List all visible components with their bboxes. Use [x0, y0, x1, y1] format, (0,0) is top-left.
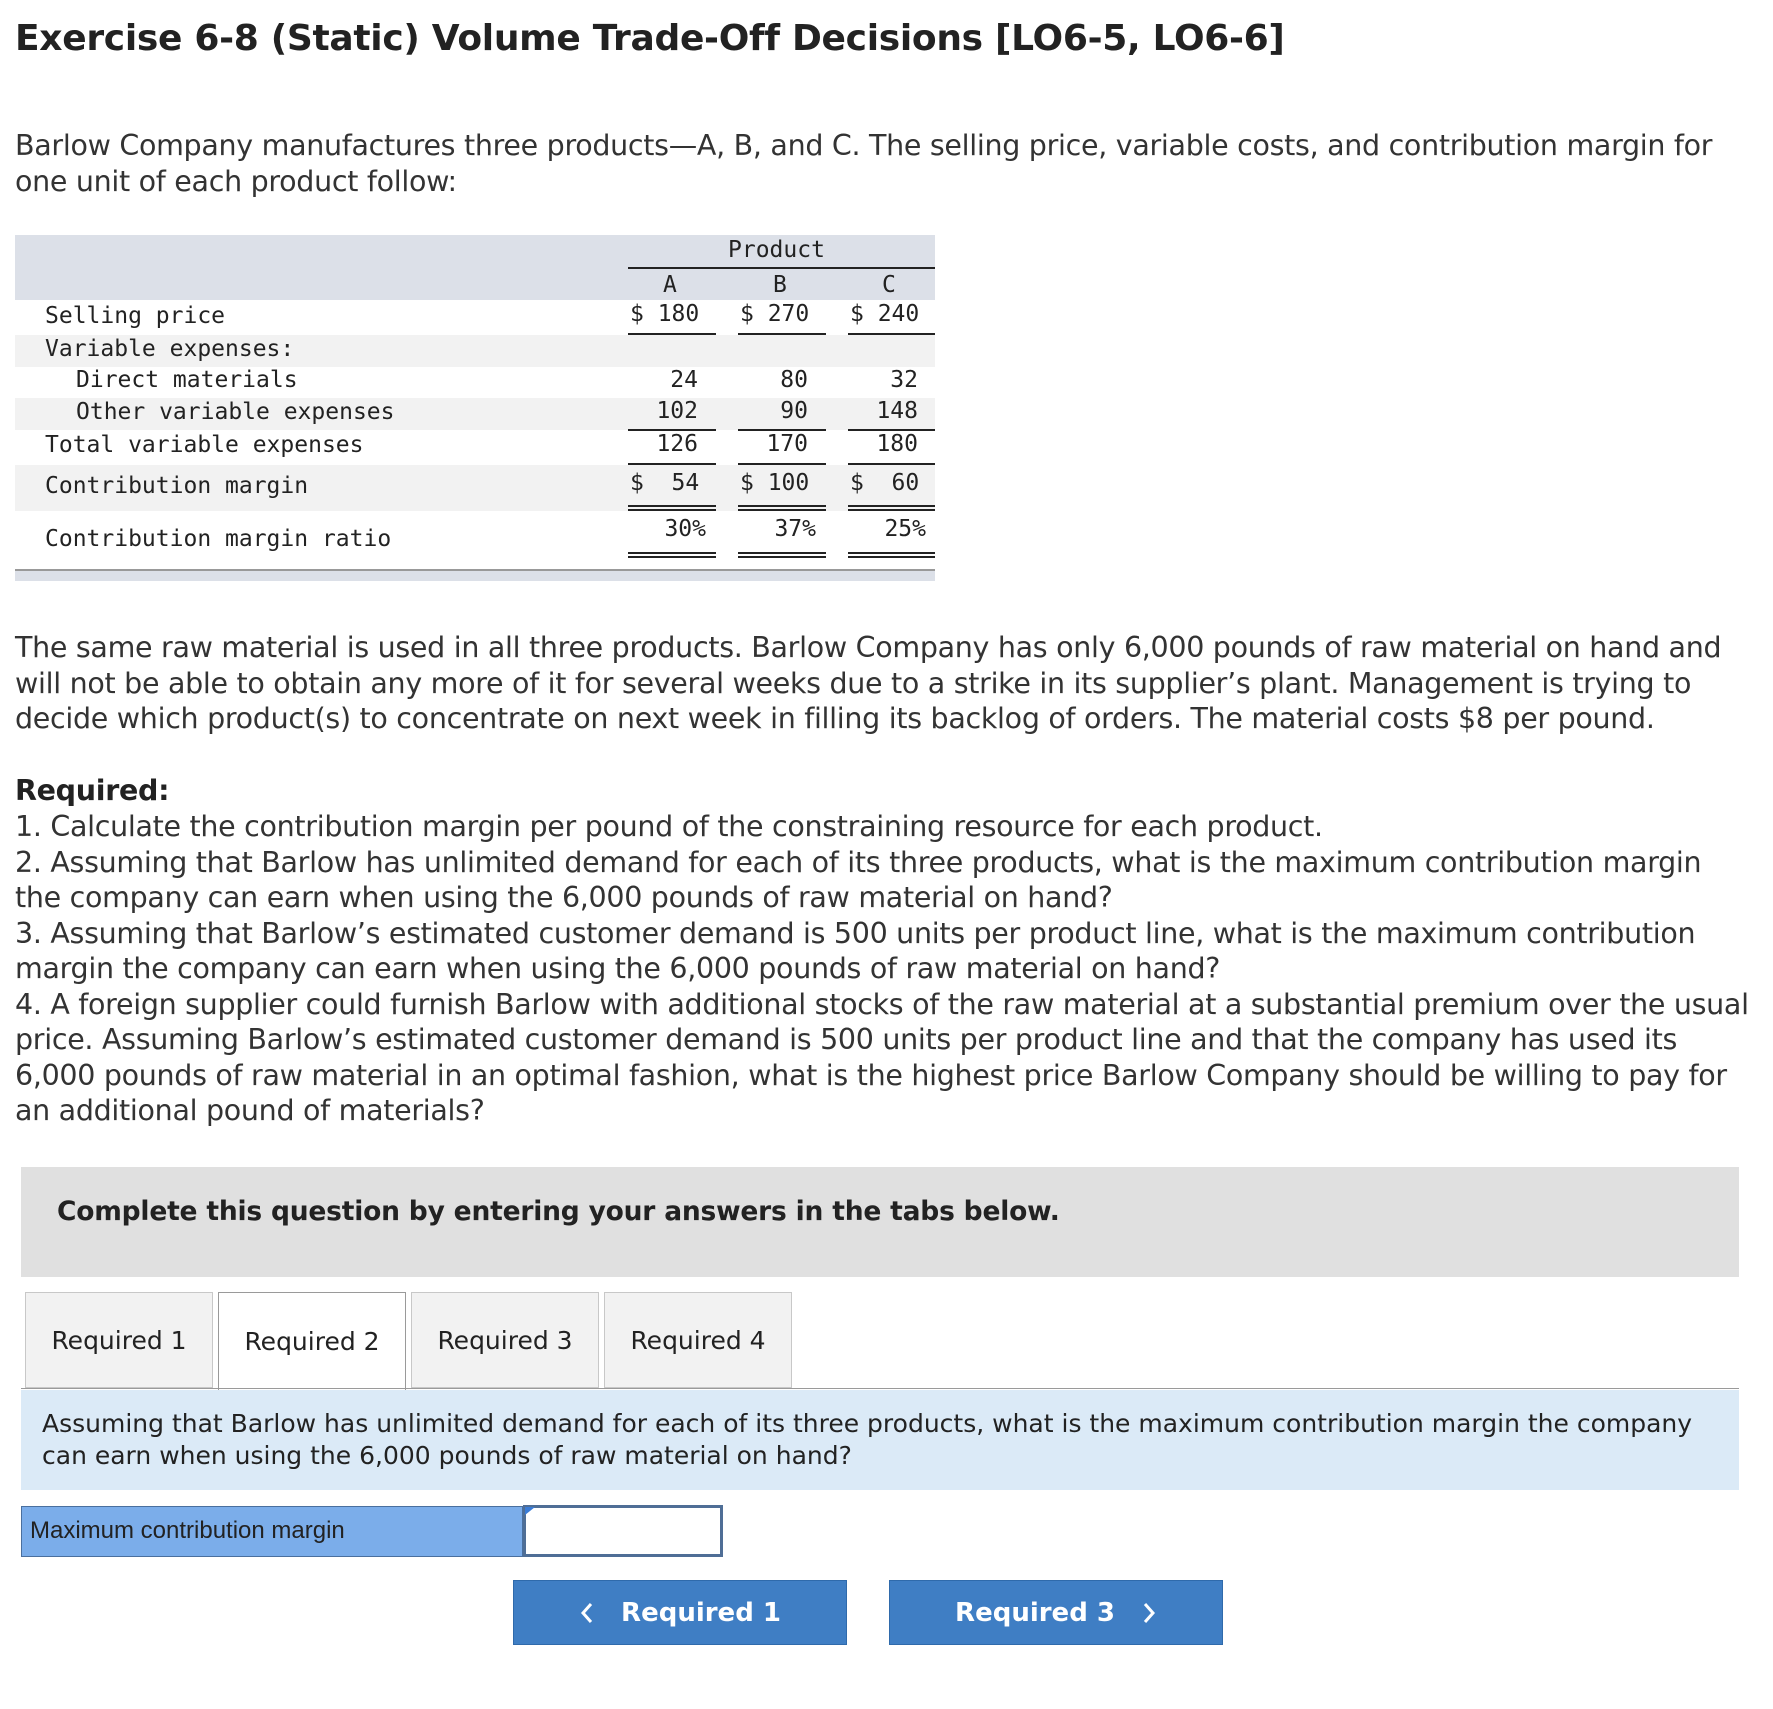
required-item: 2. Assuming that Barlow has unlimited demand for each of its three products, what is the maximum contribution margin the company can earn when using the 6,000 pounds of raw material on hand? — [15, 845, 1702, 914]
row-label-variable-expenses: Variable expenses: — [45, 336, 295, 362]
prev-button[interactable] — [513, 1580, 847, 1645]
value-c: 25% — [884, 516, 926, 542]
value-c: $ 240 — [850, 301, 920, 327]
value-a: $ 180 — [630, 301, 700, 327]
instructions-text: Complete this question by entering your answers in the tabs below. — [57, 1196, 1060, 1227]
product-group-header: Product — [728, 237, 825, 263]
table-footer-band — [15, 569, 935, 581]
intro-text: Barlow Company manufactures three products—A, B, and C. The selling price, variable costs, and contribution margin for one unit of each product follow: — [15, 129, 1713, 198]
column-header-a: A — [663, 272, 677, 298]
maximum-contribution-margin-input[interactable] — [523, 1505, 723, 1557]
prev-button-label: Required 1 — [621, 1597, 781, 1628]
input-flag-icon — [525, 1507, 535, 1515]
value-b: $ 100 — [740, 470, 810, 496]
required-list — [15, 809, 1755, 1129]
chevron-left-icon — [579, 1601, 595, 1625]
row-label-total-variable: Total variable expenses — [45, 432, 364, 458]
value-b: 90 — [780, 398, 808, 424]
problem-paragraph: The same raw material is used in all three products. Barlow Company has only 6,000 pounds of raw material on hand and will not be able to obtain any more of it for several weeks due to a strike in its supplier’s plant. Management is trying to decide which product(s) to concentrate on next week in filling its backlog of orders. The material costs $8 per pound. — [15, 631, 1722, 735]
required-item: 4. A foreign supplier could furnish Barlow with additional stocks of the raw material at a substantial premium over the usual price. Assuming Barlow’s estimated customer demand is 500 units per product line and that the company has used its 6,000 pounds of raw material in an optimal fashion, what is the highest price Barlow Company should be willing to pay for an additional pound of materials? — [15, 987, 1749, 1127]
value-b: 170 — [766, 431, 808, 457]
required-item: 1. Calculate the contribution margin per pound of the constraining resource for each product. — [15, 810, 1323, 843]
active-tab-mask — [218, 1292, 406, 1390]
required-heading: Required: — [15, 774, 170, 807]
value-b: 37% — [774, 516, 816, 542]
row-label-other-variable: Other variable expenses — [76, 399, 395, 425]
value-c: 180 — [876, 431, 918, 457]
row-label-cm-ratio: Contribution margin ratio — [45, 526, 392, 552]
answer-label: Maximum contribution margin — [21, 1506, 523, 1557]
page-title: Exercise 6-8 (Static) Volume Trade-Off Decisions [LO6-5, LO6-6] — [15, 18, 1285, 59]
value-a: 30% — [664, 516, 706, 542]
value-a: 102 — [656, 398, 698, 424]
value-b: 80 — [780, 367, 808, 393]
value-a: $ 54 — [630, 470, 700, 496]
row-label-direct-materials: Direct materials — [76, 367, 298, 393]
value-c: 148 — [876, 398, 918, 424]
column-header-b: B — [773, 272, 787, 298]
next-button[interactable] — [889, 1580, 1223, 1645]
row-label-contribution-margin: Contribution margin — [45, 473, 309, 499]
tab-required-4[interactable]: Required 4 — [604, 1292, 792, 1388]
tab-required-1[interactable]: Required 1 — [25, 1292, 213, 1388]
value-b: $ 270 — [740, 301, 810, 327]
question-text: Assuming that Barlow has unlimited demand for each of its three products, what is the maximum contribution margin the company can earn when using the 6,000 pounds of raw material on hand? — [42, 1409, 1693, 1470]
required-item: 3. Assuming that Barlow’s estimated customer demand is 500 units per product line, what is the maximum contribution margin the company can earn when using the 6,000 pounds of raw material on hand? — [15, 916, 1696, 985]
chevron-right-icon — [1141, 1601, 1157, 1625]
column-header-c: C — [882, 272, 896, 298]
value-a: 24 — [670, 367, 698, 393]
tab-required-2[interactable]: Required 2 — [218, 1292, 406, 1390]
cost-table — [15, 235, 935, 581]
next-button-label: Required 3 — [955, 1597, 1115, 1628]
row-label-selling-price: Selling price — [45, 303, 226, 329]
value-c: $ 60 — [850, 470, 920, 496]
tab-required-3[interactable]: Required 3 — [411, 1292, 599, 1388]
value-c: 32 — [890, 367, 918, 393]
value-a: 126 — [656, 431, 698, 457]
